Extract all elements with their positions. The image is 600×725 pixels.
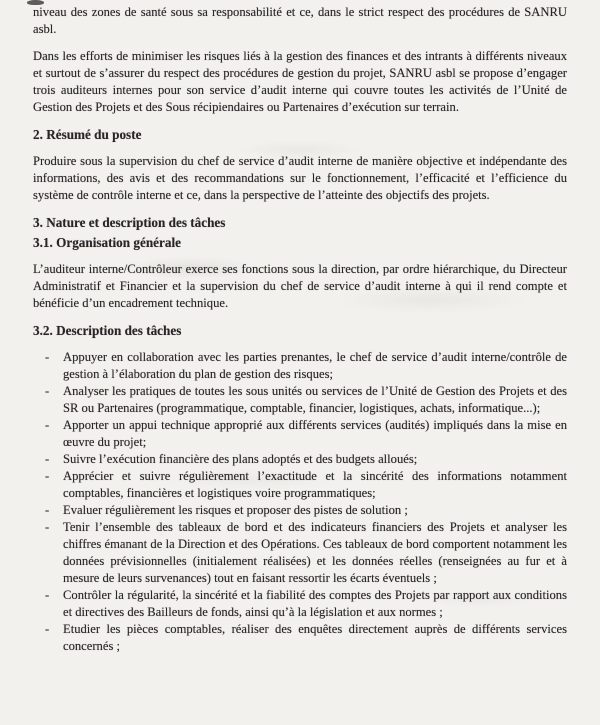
task-item — [33, 502, 567, 519]
paragraph-organisation: L’auditeur interne/Contrôleur exerce ses fonctions sous la direction, par ordre hiérarchique, du Directeur Administratif et Financier et la supervision du chef de service d’audit interne à qui il rend compte et bénéficie d’un encadrement technique. — [33, 262, 567, 310]
task-item — [33, 417, 567, 451]
dash-bullet: - — [45, 350, 50, 364]
paragraph-context: Dans les efforts de minimiser les risques liés à la gestion des finances et des intrants à différents niveaux et surtout de s’assurer du respect des procédures de gestion du projet, SANRU asbl se propose d’engager trois auditeurs internes pour son service d’audit interne qui couvre toutes les activités de l’Unité de Gestion des Projets et des Sous récipiendaires ou Partenaires d’exécution sur terrain. — [33, 49, 567, 114]
task-item — [33, 468, 567, 502]
task-text: Appuyer en collaboration avec les parties prenantes, le chef de service d’audit interne/contrôle de gestion à l’élaboration du plan de gestion des risques; — [63, 350, 567, 381]
dash-bullet: - — [45, 384, 50, 398]
dash-bullet: - — [45, 469, 50, 483]
task-list — [33, 349, 567, 655]
task-text: Analyser les pratiques de toutes les sous unités ou services de l’Unité de Gestion des Projets et des SR ou Partenaires (programmatique, comptable, financier, logistiques, achats, informatique...); — [63, 384, 567, 415]
dash-bullet: - — [45, 588, 50, 602]
task-text: Apprécier et suivre régulièrement l’exactitude et la sincérité des informations notamment comptables, financières et logistiques voire programmatiques; — [63, 469, 567, 500]
task-item — [33, 383, 567, 417]
dash-bullet: - — [45, 520, 50, 534]
task-item — [33, 621, 567, 655]
document-body — [33, 4, 567, 655]
dash-bullet: - — [45, 452, 50, 466]
task-text: Etudier les pièces comptables, réaliser des enquêtes directement auprès de différents services concernés ; — [63, 622, 567, 653]
dash-bullet: - — [45, 418, 50, 432]
dash-bullet: - — [45, 622, 50, 636]
task-item — [33, 451, 567, 468]
section-heading-resume: 2. Résumé du poste — [33, 127, 142, 142]
task-text: Evaluer régulièrement les risques et proposer des pistes de solution ; — [63, 503, 408, 517]
task-text: Suivre l’exécution financière des plans adoptés et des budgets alloués; — [63, 452, 418, 466]
task-item — [33, 587, 567, 621]
paragraph-intro-tail: niveau des zones de santé sous sa responsabilité et ce, dans le strict respect des procédures de SANRU asbl. — [33, 5, 567, 36]
dash-bullet: - — [45, 503, 50, 517]
section-heading-nature: 3. Nature et description des tâches — [33, 215, 226, 230]
paragraph-resume: Produire sous la supervision du chef de service d’audit interne de manière objective et indépendante des informations, des avis et des recommandations sur le fonctionnement, l’efficacité et l’efficience du système de contrôle interne et ce, dans la perspective de l’atteinte des objectifs des projets. — [33, 154, 567, 202]
section-heading-description-taches: 3.2. Description des tâches — [33, 323, 182, 338]
task-text: Apporter un appui technique approprié aux différents services (audités) impliqués dans la mise en œuvre du projet; — [63, 418, 567, 449]
section-heading-organisation: 3.1. Organisation générale — [33, 235, 181, 250]
task-item — [33, 519, 567, 587]
task-text: Tenir l’ensemble des tableaux de bord et des indicateurs financiers des Projets et analyser les chiffres émanant de la Direction et des Opérations. Ces tableaux de bord comportent notamment les données prévisionnelles (initialement réalisées) et les données réelles (renseignées au fur et à mesure de leurs survenances) tout en faisant ressortir les écarts éventuels ; — [63, 520, 567, 585]
task-item — [33, 349, 567, 383]
task-text: Contrôler la régularité, la sincérité et la fiabilité des comptes des Projets par rapport aux conditions et directives des Bailleurs de fonds, ainsi qu’à la législation et aux normes ; — [63, 588, 567, 619]
